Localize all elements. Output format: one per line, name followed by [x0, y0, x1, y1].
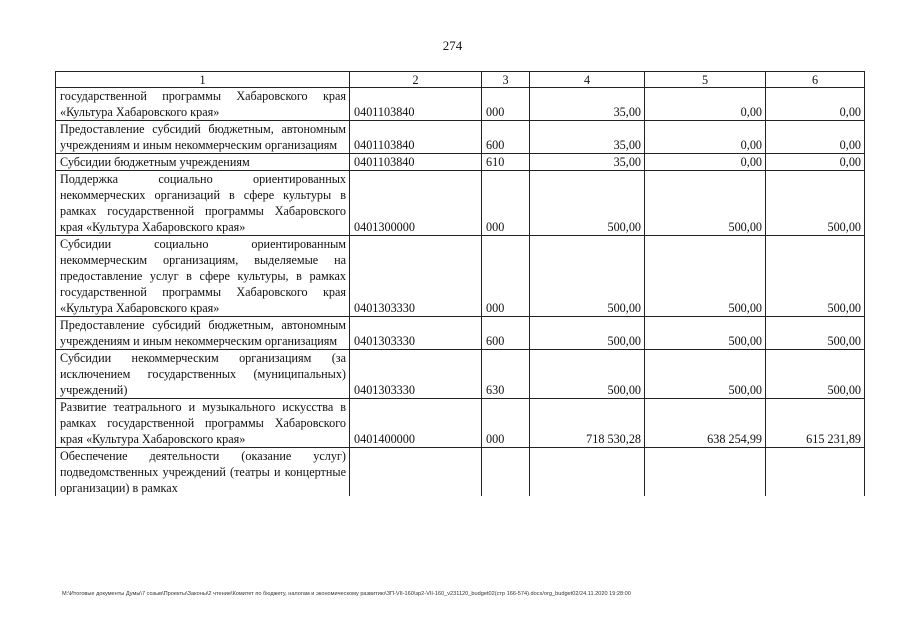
row-type: 630	[482, 350, 530, 399]
page-number: 274	[442, 38, 463, 53]
row-name: Субсидии некоммерческим организациям (за исключением государственных (муниципальных) учреждений)	[56, 350, 350, 399]
row-type: 610	[482, 154, 530, 171]
row-code: 0401303330	[350, 350, 482, 399]
row-value-col4	[530, 448, 645, 497]
table-row	[56, 399, 865, 448]
row-value-col6: 500,00	[766, 171, 865, 236]
file-path-footer: M:\Итоговые документы Думы\7 созыв\Проекты\Законы\2 чтение\Комитет по бюджету, налогам и экономическому развитию\ЗП-VII-160\зр2-VII-160_v231120_budget02(стр 166-574).docx/org_budget02/24.11.2020 19:28:00	[62, 591, 631, 597]
table-row	[56, 317, 865, 350]
row-name: Предоставление субсидий бюджетным, автономным учреждениям и иным некоммерческим организациям	[56, 317, 350, 350]
row-name: Обеспечение деятельности (оказание услуг) подведомственных учреждений (театры и концертные организации) в рамках	[56, 448, 350, 497]
table-row	[56, 448, 865, 497]
row-value-col5	[645, 448, 766, 497]
row-code: 0401400000	[350, 399, 482, 448]
row-value-col4: 500,00	[530, 236, 645, 317]
header-col-6: 6	[766, 72, 865, 88]
row-name: Предоставление субсидий бюджетным, автономным учреждениям и иным некоммерческим организациям	[56, 121, 350, 154]
row-code	[350, 448, 482, 497]
row-type	[482, 448, 530, 497]
row-value-col6: 500,00	[766, 317, 865, 350]
row-value-col4: 35,00	[530, 154, 645, 171]
row-value-col5: 500,00	[645, 317, 766, 350]
row-code: 0401303330	[350, 317, 482, 350]
header-col-2: 2	[350, 72, 482, 88]
row-type: 000	[482, 171, 530, 236]
row-value-col4: 35,00	[530, 121, 645, 154]
row-name: Субсидии бюджетным учреждениям	[56, 154, 350, 171]
row-type: 600	[482, 317, 530, 350]
row-value-col5: 500,00	[645, 236, 766, 317]
table-row	[56, 121, 865, 154]
header-col-3: 3	[482, 72, 530, 88]
row-value-col6: 615 231,89	[766, 399, 865, 448]
row-value-col4: 500,00	[530, 171, 645, 236]
table-row	[56, 154, 865, 171]
row-value-col6: 0,00	[766, 121, 865, 154]
row-value-col6: 500,00	[766, 350, 865, 399]
row-code: 0401300000	[350, 171, 482, 236]
row-type: 000	[482, 236, 530, 317]
row-value-col4: 500,00	[530, 317, 645, 350]
row-code: 0401103840	[350, 154, 482, 171]
table-row	[56, 350, 865, 399]
row-value-col5: 500,00	[645, 171, 766, 236]
table-row	[56, 236, 865, 317]
budget-table	[55, 71, 865, 496]
row-value-col5: 0,00	[645, 88, 766, 121]
row-value-col4: 500,00	[530, 350, 645, 399]
row-code: 0401103840	[350, 88, 482, 121]
row-value-col6: 0,00	[766, 154, 865, 171]
row-value-col6: 500,00	[766, 236, 865, 317]
row-code: 0401303330	[350, 236, 482, 317]
header-col-1: 1	[56, 72, 350, 88]
table-row	[56, 171, 865, 236]
row-value-col6: 0,00	[766, 88, 865, 121]
row-value-col5: 0,00	[645, 121, 766, 154]
header-col-5: 5	[645, 72, 766, 88]
row-value-col5: 0,00	[645, 154, 766, 171]
row-name: Поддержка социально ориентированных некоммерческих организаций в сфере культуры в рамках государственной программы Хабаровского края «Культура Хабаровского края»	[56, 171, 350, 236]
table-row	[56, 88, 865, 121]
row-type: 000	[482, 88, 530, 121]
row-name: Развитие театрального и музыкального искусства в рамках государственной программы Хабаровского края «Культура Хабаровского края»	[56, 399, 350, 448]
row-value-col6	[766, 448, 865, 497]
row-type: 600	[482, 121, 530, 154]
row-name: Субсидии социально ориентированным некоммерческим организациям, выделяемые на предоставление услуг в сфере культуры, в рамках государственной программы Хабаровского края «Культура Хабаровского края»	[56, 236, 350, 317]
row-code: 0401103840	[350, 121, 482, 154]
row-value-col4: 35,00	[530, 88, 645, 121]
row-value-col5: 638 254,99	[645, 399, 766, 448]
header-row	[56, 72, 865, 88]
row-name: государственной программы Хабаровского края «Культура Хабаровского края»	[56, 88, 350, 121]
row-value-col5: 500,00	[645, 350, 766, 399]
header-col-4: 4	[530, 72, 645, 88]
row-type: 000	[482, 399, 530, 448]
row-value-col4: 718 530,28	[530, 399, 645, 448]
